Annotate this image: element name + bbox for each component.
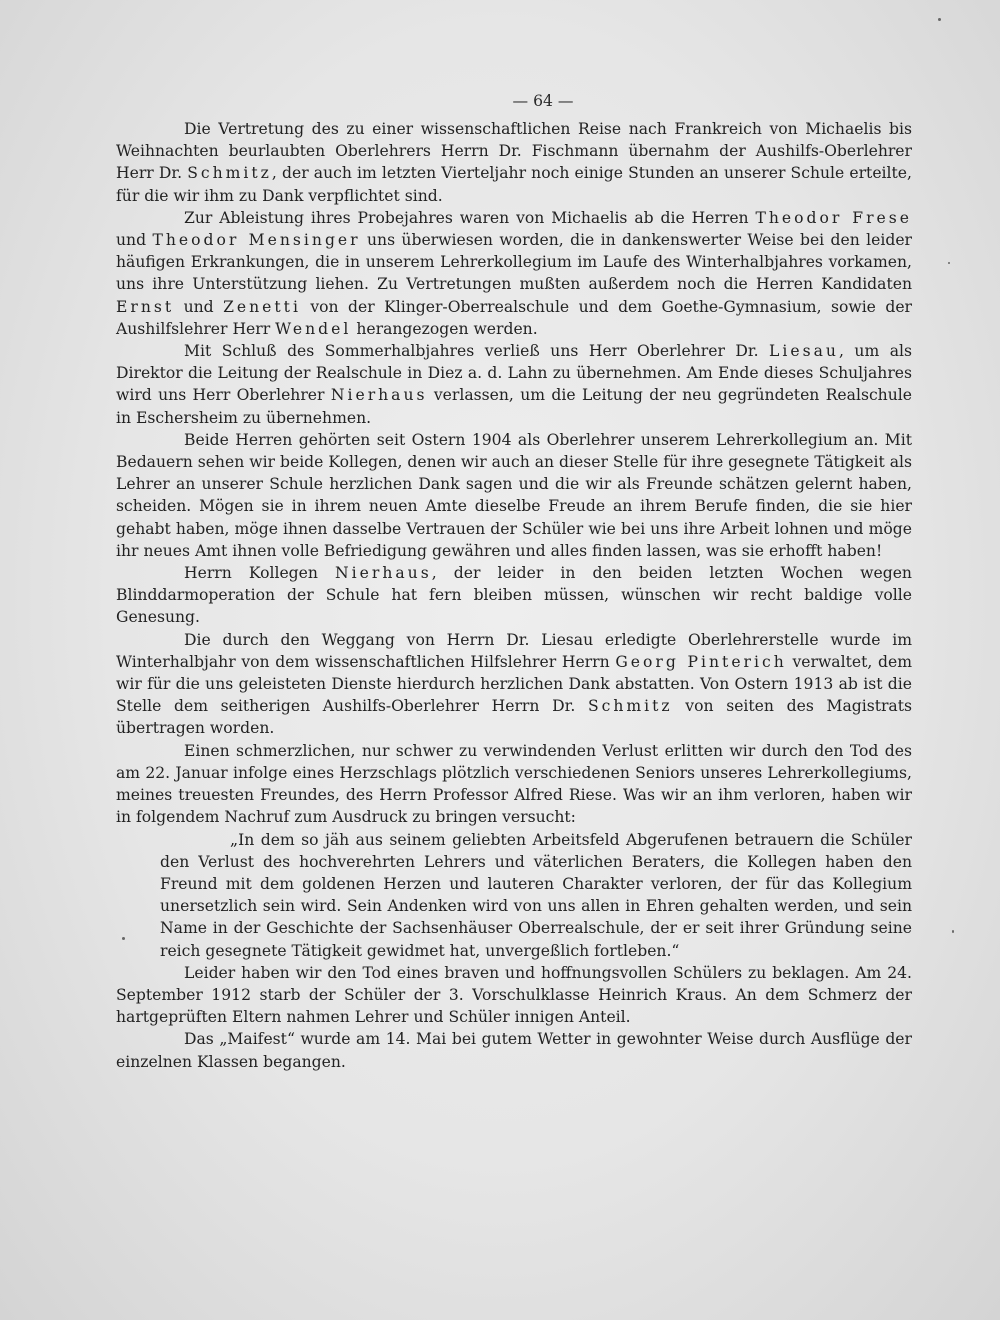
spaced-name: Nierhaus: [330, 386, 428, 405]
text-run: uns überwiesen worden, die in dankenswerter Weise bei den leider häufigen Erkrankungen, die in unserem Lehrerkollegium im Laufe des Winterhalbjahres vorkamen, uns ihre Unterstützung liehen. Zu Vertretungen mußten außerdem noch die Herren Kandidaten: [116, 231, 913, 294]
text-run: herangezogen werden.: [351, 319, 538, 338]
scan-speck: [952, 930, 954, 933]
spaced-name: Zenetti: [223, 297, 301, 316]
paragraph-vertretung: [116, 118, 912, 207]
paragraph-liesau: [116, 340, 912, 429]
text-run: Die Vertretung des zu einer wissenschaftlichen Reise nach Frankreich von Michaelis bis Weihnachten beurlaubten Oberlehrers Herrn Dr. Fischmann übernahm der Aushilfs-Oberlehrer Herr Dr.: [116, 120, 912, 183]
paragraph-weggang: [116, 629, 912, 740]
spaced-name: Theodor Mensinger: [152, 231, 361, 250]
text-run: Das „Maifest“ wurde am 14. Mai bei gutem Wetter in gewohnter Weise durch Ausflüge der einzelnen Klassen begangen.: [116, 1030, 912, 1071]
text-run: Zur Ableistung ihres Probejahres waren von Michaelis ab die Herren: [184, 208, 756, 227]
paragraph-container: [116, 118, 912, 1073]
text-run: Mit Schluß des Sommerhalbjahres verließ uns Herr Oberlehrer Dr.: [184, 342, 770, 361]
scan-speck: [122, 937, 125, 940]
text-run: Die durch den Weggang von Herrn Dr. Liesau erledigte Oberlehrerstelle wurde im Winterhalbjahr von dem wissenschaftlichen Hilfslehrer Herrn: [116, 630, 912, 671]
text-run: „In dem so jäh aus seinem geliebten Arbeitsfeld Abgerufenen betrauern die Schüler den Verlust des hochverehrten Lehrers und väterlichen Beraters, die Kollegen haben den Freund mit dem goldenen Herzen und lauteren Charakter verloren, der für das Kollegium unersetzlich sein wird. Sein Andenken wird von uns allen in Ehren gehalten werden, und sein Name in der Geschichte der Sachsenhäuser Oberrealschule, der er seit ihrer Gründung seine reich gesegnete Tätigkeit gewidmet hat, unvergeßlich fortleben.“: [160, 830, 912, 960]
paragraph-schueler: [116, 962, 912, 1029]
paragraph-probejahr: [116, 207, 912, 340]
spaced-name: Theodor Frese: [755, 208, 912, 227]
text-run: Herrn Kollegen: [184, 564, 335, 583]
text-run: , der auch im letzten Vierteljahr noch einige Stunden an unserer Schule erteilte, für die wir ihm zu Dank verpflichtet sind.: [116, 164, 912, 205]
text-run: verwaltet, dem wir für die uns geleisteten Dienste hierdurch herzlichen Dank abstatten. Von Ostern 1913 ab ist die Stelle dem seitherigen Aushilfs-Oberlehrer Herrn Dr.: [116, 652, 912, 716]
scan-speck: [948, 262, 950, 264]
paragraph-maifest: [116, 1028, 912, 1072]
scan-speck: [938, 18, 941, 21]
spaced-name: Georg Pinterich: [615, 652, 787, 671]
text-run: Einen schmerzlichen, nur schwer zu verwindenden Verlust erlitten wir durch den Tod des am 22. Januar infolge eines Herzschlags plötzlich verschiedenen Seniors unseres Lehrerkollegiums, meines treuesten Freundes, des Herrn Professor Alfred Riese. Was wir an ihm verloren, haben wir in folgendem Nachruf zum Ausdruck zu bringen versucht:: [116, 741, 912, 827]
paragraph-nachruf: [160, 829, 912, 962]
paragraph-nierhaus: [116, 562, 912, 629]
text-run: und: [174, 297, 224, 316]
text-run: , um als Direktor die Leitung der Realschule in Diez a. d. Lahn zu übernehmen. Am Ende dieses Schuljahres wird uns Herr Oberlehrer: [116, 342, 912, 405]
spaced-name: Ernst: [116, 297, 175, 316]
spaced-name: Schmitz: [587, 697, 673, 716]
spaced-name: Liesau: [769, 342, 839, 361]
paragraph-verlust: [116, 740, 912, 829]
spaced-name: Schmitz: [187, 164, 272, 183]
text-run: verlassen, um die Leitung der neu gegründeten Realschule in Eschersheim zu übernehmen.: [116, 386, 912, 427]
paragraph-beide: [116, 429, 912, 562]
page-text: [116, 90, 912, 1073]
text-run: Leider haben wir den Tod eines braven und hoffnungsvollen Schülers zu beklagen. Am 24. September 1912 starb der Schüler der 3. Vorschulklasse Heinrich Kraus. An dem Schmerz der hartgeprüften Eltern nahmen Lehrer und Schüler innigen Anteil.: [116, 963, 912, 1027]
text-run: und: [116, 231, 153, 250]
page-number: — 64 —: [512, 92, 574, 110]
text-run: Beide Herren gehörten seit Ostern 1904 als Oberlehrer unserem Lehrerkollegium an. Mit Bedauern sehen wir beide Kollegen, denen wir auch an dieser Stelle für ihre gesegnete Tätigkeit als Lehrer an unserer Schule herzlichen Dank sagen und die wir als Freunde schätzen gelernt haben, scheiden. Mögen sie in ihrem neuen Amte dieselbe Freude an ihrem Berufe finden, die sie hier gehabt haben, möge ihnen dasselbe Vertrauen der Schüler wie bei uns ihre Arbeit lohnen und möge ihr neues Amt ihnen volle Befriedigung gewähren und alles finden lassen, was sie erhofft haben!: [116, 430, 912, 560]
spaced-name: Nierhaus: [335, 564, 432, 583]
spaced-name: Wendel: [275, 319, 352, 338]
text-run: von seiten des Magistrats übertragen worden.: [116, 697, 912, 738]
text-run: von der Klinger-Oberrealschule und dem Goethe-Gymnasium, sowie der Aushilfslehrer Herr: [116, 297, 912, 338]
text-run: , der leider in den beiden letzten Wochen wegen Blinddarmoperation der Schule hat fern bleiben müssen, wünschen wir recht baldige volle Genesung.: [116, 564, 912, 627]
